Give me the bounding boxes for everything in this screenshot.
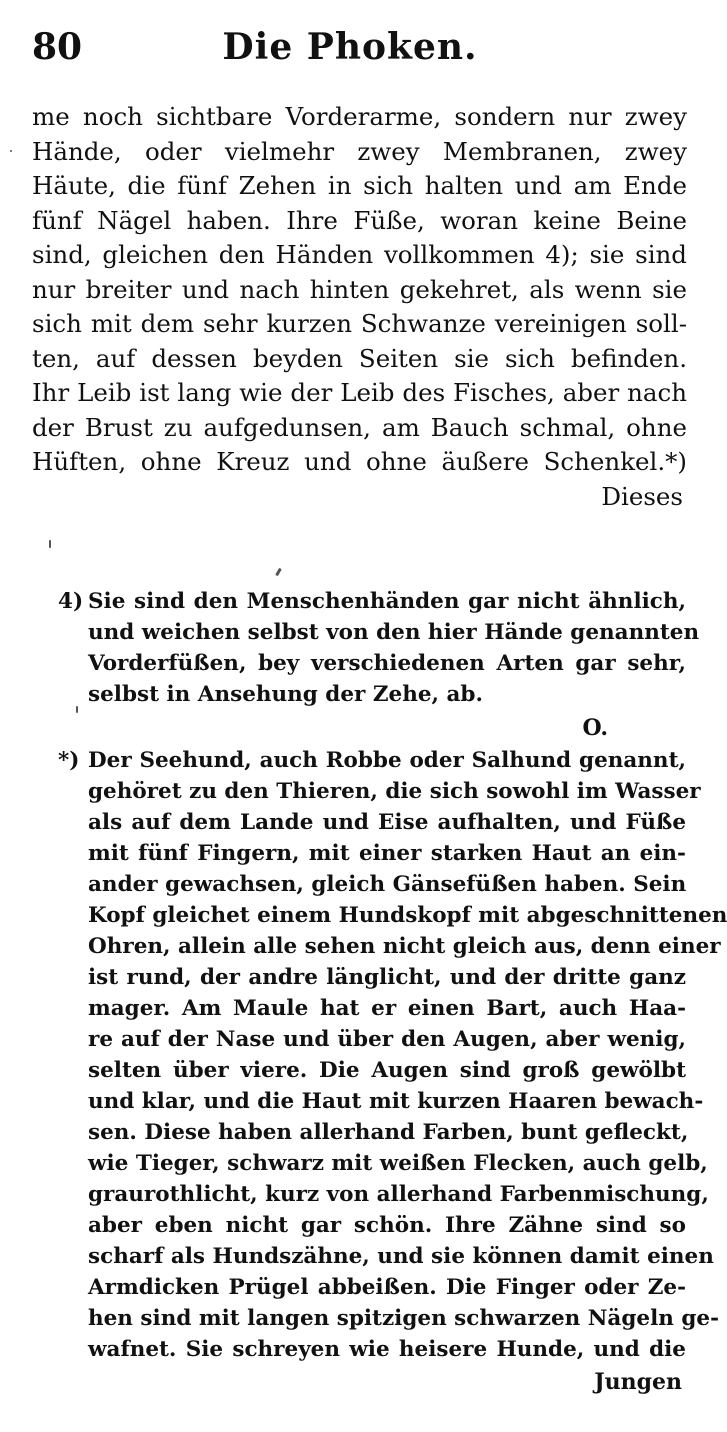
main-text	[32, 100, 687, 514]
footnote-4	[58, 586, 700, 746]
footnote-line: gehöret zu den Thieren, die sich sowohl im Wasser	[88, 779, 701, 804]
text-line: sich mit dem sehr kurzen Schwanze vereinigen soll-	[32, 309, 687, 338]
text-line: Hände, oder vielmehr zwey Membranen, zwey	[32, 136, 687, 166]
footnote-line: mit fünf Fingern, mit einer starken Haut an ein-	[88, 841, 686, 866]
footnote-line: wie Tieger, schwarz mit weißen Flecken, auch gelb,	[88, 1151, 708, 1176]
footnote-line: graurothlicht, kurz von allerhand Farbenmischung,	[88, 1182, 709, 1207]
ink-speck	[49, 540, 51, 548]
ink-speck	[76, 706, 78, 713]
footnote-line: Sie sind den Menschenhänden gar nicht ähnlich,	[88, 589, 686, 614]
page-header	[30, 22, 670, 72]
text-line: me noch sichtbare Vorderarme, sondern nur zwey	[32, 102, 687, 131]
text-line: sind, gleichen den Händen vollkommen 4); sie sind	[32, 240, 687, 269]
footnote-star	[58, 745, 727, 1399]
ink-speck	[275, 568, 282, 576]
footnote-line: re auf der Nase und über den Augen, aber wenig,	[88, 1027, 686, 1052]
text-line: fünf Nägel haben. Ihre Füße, woran keine Beine	[32, 205, 687, 235]
footnote-line: Ohren, allein alle sehen nicht gleich aus, denn einer	[88, 934, 721, 959]
page-number: 80	[32, 26, 83, 68]
footnote-line: sen. Diese haben allerhand Farben, bunt gefleckt,	[88, 1120, 689, 1145]
ink-speck	[10, 150, 12, 152]
footnote-marker: 4)	[58, 589, 84, 614]
text-line: Häute, die fünf Zehen in sich halten und am Ende	[32, 171, 687, 200]
footnote-line: und weichen selbst von den hier Hände genannten	[88, 620, 700, 645]
footnote-line: als auf dem Lande und Eise aufhalten, und Füße	[88, 810, 686, 835]
footnote-line: ander gewachsen, gleich Gänsefüßen haben. Sein	[88, 872, 687, 897]
text-line: Ihr Leib ist lang wie der Leib des Fisches, aber nach	[32, 378, 687, 407]
footnote-line: hen sind mit langen spitzigen schwarzen Nägeln ge-	[88, 1306, 719, 1331]
footnote-line: und klar, und die Haut mit kurzen Haaren bewach-	[88, 1089, 704, 1114]
footnote-line: wafnet. Sie schreyen wie heisere Hunde, und die	[88, 1337, 686, 1362]
text-line: nur breiter und nach hinten gekehret, als wenn sie	[32, 274, 687, 304]
footnote-line: mager. Am Maule hat er einen Bart, auch Haa-	[88, 996, 686, 1021]
text-line: der Brust zu aufgedunsen, am Bauch schmal, ohne	[32, 412, 687, 442]
footnote-line: Armdicken Prügel abbeißen. Die Finger oder Ze-	[88, 1275, 686, 1300]
footnote-line: Vorderfüßen, bey verschiedenen Arten gar sehr,	[88, 651, 686, 676]
text-line: Hüften, ohne Kreuz und ohne äußere Schenkel.*)	[32, 447, 687, 476]
footnote-line: ist rund, der andre länglicht, und der dritte ganz	[88, 965, 686, 990]
catchword: Jungen	[594, 1369, 682, 1395]
footnote-marker: *)	[58, 748, 80, 773]
running-title: Die Phoken.	[222, 26, 478, 68]
catchword: Dieses	[601, 481, 683, 511]
footnote-line: selten über viere. Die Augen sind groß gewölbt	[88, 1058, 686, 1083]
text-line: ten, auf dessen beyden Seiten sie sich befinden.	[32, 343, 687, 373]
footnote-line: Der Seehund, auch Robbe oder Salhund genannt,	[88, 748, 686, 773]
footnote-line: Kopf gleichet einem Hundskopf mit abgeschnittenen	[88, 903, 727, 928]
footnote-line: aber eben nicht gar schön. Ihre Zähne sind so	[88, 1213, 686, 1238]
footnote-line: selbst in Ansehung der Zehe, ab.	[88, 682, 483, 707]
footnote-signature: O.	[582, 715, 608, 741]
footnote-line: scharf als Hundszähne, und sie können damit einen	[88, 1244, 714, 1269]
